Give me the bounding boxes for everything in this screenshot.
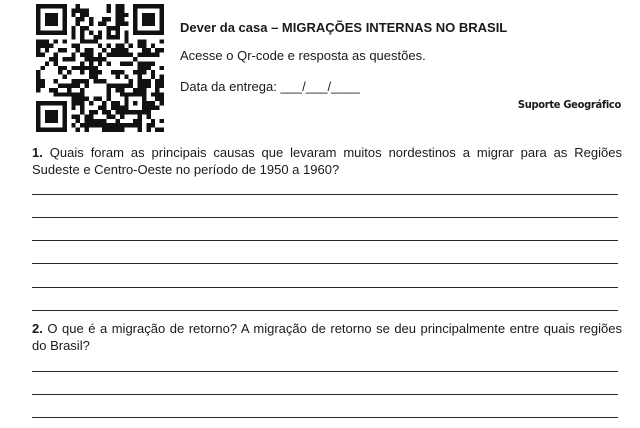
question-number: 1. (32, 145, 43, 160)
answer-line[interactable] (32, 194, 618, 195)
question-text: O que é a migração de retorno? A migração de retorno se deu principalmente entre quais regiões do Brasil? (32, 321, 622, 353)
page-title: Dever da casa – MIGRAÇÕES INTERNAS NO BRASIL (180, 20, 508, 35)
answer-line[interactable] (32, 310, 618, 311)
question-number: 2. (32, 321, 43, 336)
answer-line[interactable] (32, 263, 618, 264)
support-label: Suporte Geográfico (517, 98, 621, 111)
answer-line[interactable] (32, 417, 618, 418)
answer-line[interactable] (32, 240, 618, 241)
question-1 (32, 144, 622, 178)
qr-code (36, 4, 164, 132)
question-text: Quais foram as principais causas que levaram muitos nordestinos a migrar para as Regiões Sudeste e Centro-Oeste no período de 1950 a 1960? (32, 145, 622, 177)
answer-line[interactable] (32, 371, 618, 372)
question-2 (32, 320, 622, 354)
answer-line[interactable] (32, 217, 618, 218)
due-date-field: Data da entrega: ___/___/____ (180, 79, 360, 94)
answer-line[interactable] (32, 287, 618, 288)
instruction-text: Acesse o Qr-code e resposta as questões. (180, 48, 426, 63)
answer-line[interactable] (32, 394, 618, 395)
